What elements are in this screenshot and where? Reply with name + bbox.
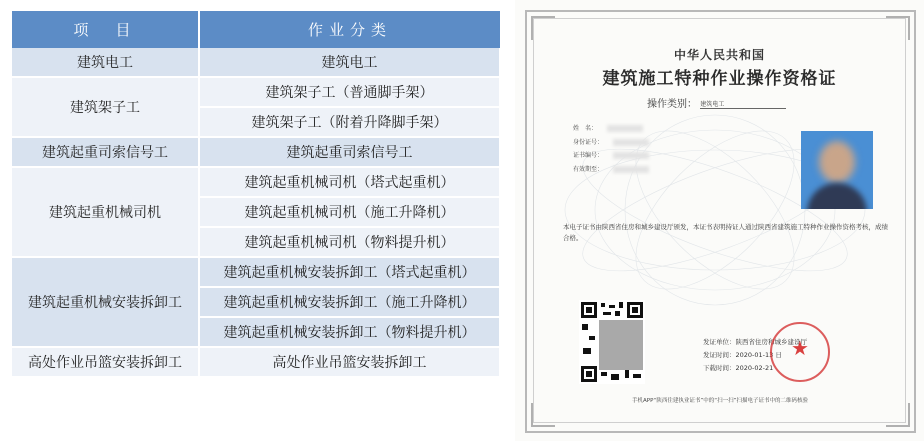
category-cell: 建筑架子工（普通脚手架）: [199, 77, 500, 107]
field-cert-number: 证书编号：: [573, 149, 649, 163]
job-category-table-panel: [12, 11, 500, 429]
category-cell: 建筑起重司索信号工: [199, 137, 500, 167]
project-cell: 建筑架子工: [12, 77, 199, 137]
issue-date: 发证时间：2020-01-13 日: [703, 351, 782, 359]
table-row: [12, 137, 500, 167]
certificate-notice: 本电子证书由陕西省住房和城乡建设厅颁发，本证书表明持证人通过陕西省建筑施工特种作业操作资格考核，成绩合格。: [563, 223, 888, 242]
certificate-title: 建筑施工特种作业操作资格证: [602, 69, 837, 89]
category-cell: 建筑起重机械安装拆卸工（施工升降机）: [199, 287, 500, 317]
header-category: 作业分类: [199, 11, 500, 48]
category-cell: 建筑电工: [199, 48, 500, 77]
qr-code-icon: [579, 300, 645, 384]
redacted-value: [613, 139, 649, 146]
table-row: [12, 48, 500, 77]
table-row: [12, 347, 500, 377]
operation-type-label: 操作类别：: [647, 99, 697, 110]
category-cell: 建筑起重机械司机（塔式起重机）: [199, 167, 500, 197]
category-cell: 高处作业吊篮安装拆卸工: [199, 347, 500, 377]
table-header-row: [12, 11, 500, 48]
header-project: 项 目: [12, 11, 199, 48]
seal-star-icon: ★: [791, 336, 809, 360]
verification-footer: 手机APP“陕西住建执业证书”中的“扫一扫”扫描电子证书中的二维码核验: [632, 398, 808, 404]
operation-type: [647, 95, 786, 110]
table-row: [12, 167, 500, 197]
certificate-country: 中华人民共和国: [673, 48, 765, 62]
project-cell: 建筑起重机械安装拆卸工: [12, 257, 199, 347]
job-category-table: [12, 11, 501, 378]
certificate-image: [515, 0, 924, 441]
redacted-value: [613, 152, 649, 159]
issuer-unit: 发证单位：陕西省住房和城乡建设厅: [703, 338, 807, 346]
field-valid-until: 有效期至：: [573, 163, 649, 177]
category-cell: 建筑架子工（附着升降脚手架）: [199, 107, 500, 137]
holder-fields: [573, 122, 649, 176]
category-cell: 建筑起重机械司机（施工升降机）: [199, 197, 500, 227]
download-time: 下载时间：2020-02-21: [703, 364, 774, 372]
official-seal-icon: [770, 322, 830, 382]
project-cell: 建筑起重机械司机: [12, 167, 199, 257]
field-name: 姓 名：: [573, 122, 649, 136]
table-row: [12, 257, 500, 287]
category-cell: 建筑起重机械安装拆卸工（物料提升机）: [199, 317, 500, 347]
redacted-value: [607, 125, 643, 132]
project-cell: 建筑电工: [12, 48, 199, 77]
operation-type-value: 建筑电工: [700, 99, 786, 109]
table-row: [12, 77, 500, 107]
project-cell: 建筑起重司索信号工: [12, 137, 199, 167]
redacted-value: [613, 166, 649, 173]
field-id-number: 身份证号：: [573, 136, 649, 150]
category-cell: 建筑起重机械司机（物料提升机）: [199, 227, 500, 257]
project-cell: 高处作业吊篮安装拆卸工: [12, 347, 199, 377]
category-cell: 建筑起重机械安装拆卸工（塔式起重机）: [199, 257, 500, 287]
holder-photo: [801, 131, 873, 209]
